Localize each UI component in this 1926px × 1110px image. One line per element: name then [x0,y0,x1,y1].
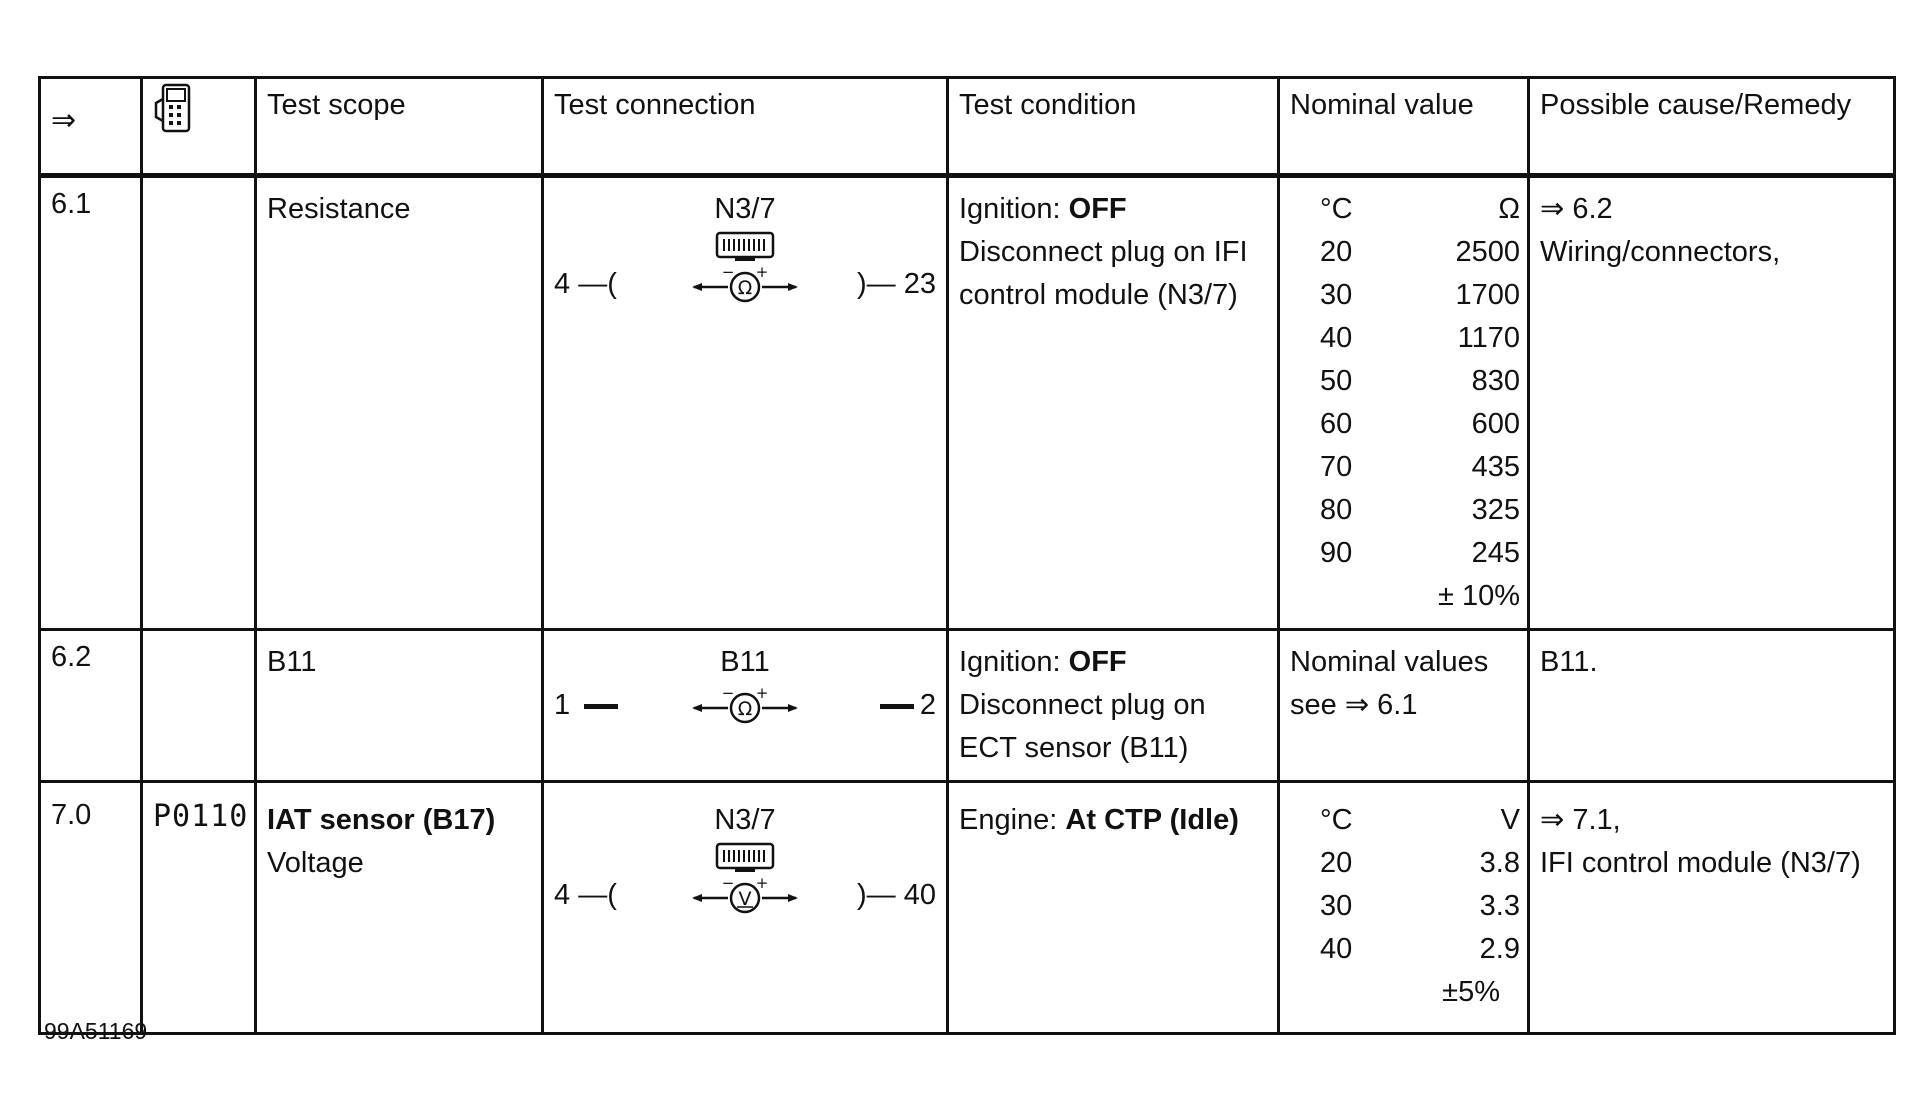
temp-value: 30 [1320,890,1353,922]
temp-value: 30 [1320,279,1353,311]
header-possible-cause: Possible cause/Remedy [1529,78,1895,176]
step-number: 6.2 [40,630,142,782]
table-row [40,782,1895,1034]
temp-value: 50 [1320,365,1353,397]
scope-cell [256,630,543,782]
svg-text:−: − [721,686,735,702]
temp-value: 80 [1320,494,1353,526]
header-test-condition: Test condition [948,78,1279,176]
svg-text:+: + [755,686,769,702]
cause-cell [1529,630,1895,782]
table-row [40,176,1895,630]
module-label: N3/7 [714,193,776,225]
scope-text: Voltage [267,847,364,879]
condition-text: ECT sensor (B11) [959,732,1189,764]
header-nominal-value: Nominal value [1279,78,1529,176]
header-row [40,78,1895,176]
pin-right: )— 40 [857,879,936,911]
condition-text: Disconnect plug on [959,689,1206,721]
nominal-value: 1170 [1457,322,1520,354]
condition-cell [948,630,1279,782]
nominal-value: 3.3 [1479,890,1520,922]
code-cell [142,782,256,1034]
pin-right: 2 [880,684,936,727]
temp-value: 90 [1320,537,1353,569]
nominal-values-table [1310,188,1520,618]
nominal-text: see ⇒ 6.1 [1290,689,1418,721]
temp-value: 20 [1320,236,1353,268]
step-number: 6.1 [40,176,142,630]
condition-cell [948,176,1279,630]
svg-text:+: + [755,876,769,892]
cause-text: ⇒ 7.1, [1540,804,1621,836]
nominal-values-table [1310,799,1520,1014]
temp-value: 60 [1320,408,1353,440]
connector-block-icon [715,231,775,263]
pin-left: 4 —( [554,268,617,300]
svg-text:Ω: Ω [737,277,753,299]
condition-cell [948,782,1279,1034]
cause-text: B11. [1540,646,1598,678]
tolerance: ±5% [1442,976,1500,1008]
engine-line: Engine: At CTP (Idle) [959,804,1239,836]
temp-value: 40 [1320,933,1353,965]
scope-text: B11 [267,646,317,678]
svg-text:V: V [738,888,752,910]
header-test-scope: Test scope [256,78,543,176]
nominal-value: 325 [1471,494,1520,526]
cause-cell [1529,782,1895,1034]
temp-value: 20 [1320,847,1353,879]
header-arrow: ⇒ [40,78,142,176]
nominal-text: Nominal values [1290,646,1489,678]
ohmmeter-icon [690,265,800,303]
svg-text:−: − [721,265,735,281]
connection-cell [543,630,948,782]
header-test-connection: Test connection [543,78,948,176]
nominal-value: 830 [1471,365,1520,397]
pin-left: 4 —( [554,879,617,911]
cause-text: Wiring/connectors, [1540,236,1781,268]
table-row [40,630,1895,782]
figure-id: 99A51169 [44,1018,148,1044]
nominal-value: 2.9 [1479,933,1520,965]
temp-value: 40 [1320,322,1353,354]
nominal-value: 2500 [1455,236,1520,268]
cause-text: ⇒ 6.2 [1540,193,1613,225]
hand-held-tester-icon [153,83,193,135]
unit-value: V [1500,804,1520,836]
ohmmeter-icon [690,686,800,724]
voltmeter-icon [690,876,800,914]
unit-temp: °C [1320,193,1353,225]
nominal-value: 1700 [1455,279,1520,311]
code-cell [142,176,256,630]
connection-cell [543,782,948,1034]
step-number: 7.0 [40,782,142,1034]
nominal-cell [1279,630,1529,782]
nominal-value: 3.8 [1479,847,1520,879]
unit-temp: °C [1320,804,1353,836]
ignition-line: Ignition: OFF [959,646,1127,678]
nominal-value: 435 [1471,451,1520,483]
header-tester [142,78,256,176]
temp-value: 70 [1320,451,1353,483]
fault-code: P0110 [153,799,249,834]
svg-text:−: − [721,876,735,892]
scope-title: IAT sensor (B17) [267,804,496,836]
svg-text:Ω: Ω [737,698,753,720]
unit-value: Ω [1498,193,1520,225]
condition-text: Disconnect plug on IFI [959,236,1248,268]
scope-cell [256,782,543,1034]
scope-text: Resistance [267,193,411,225]
condition-text: control module (N3/7) [959,279,1238,311]
svg-text:+: + [755,265,769,281]
scope-cell [256,176,543,630]
pin-left: 1 [554,684,618,727]
cause-cell [1529,176,1895,630]
nominal-cell [1279,176,1529,630]
nominal-value: 245 [1471,537,1520,569]
tolerance: ± 10% [1437,580,1520,612]
pin-right: )— 23 [857,268,936,300]
module-label: B11 [720,646,770,678]
module-label: N3/7 [714,804,776,836]
cause-text: IFI control module (N3/7) [1540,847,1861,879]
connector-block-icon [715,842,775,874]
nominal-value: 600 [1471,408,1520,440]
ignition-line: Ignition: OFF [959,193,1127,225]
test-table [38,76,1896,1035]
code-cell [142,630,256,782]
connection-cell [543,176,948,630]
nominal-cell [1279,782,1529,1034]
